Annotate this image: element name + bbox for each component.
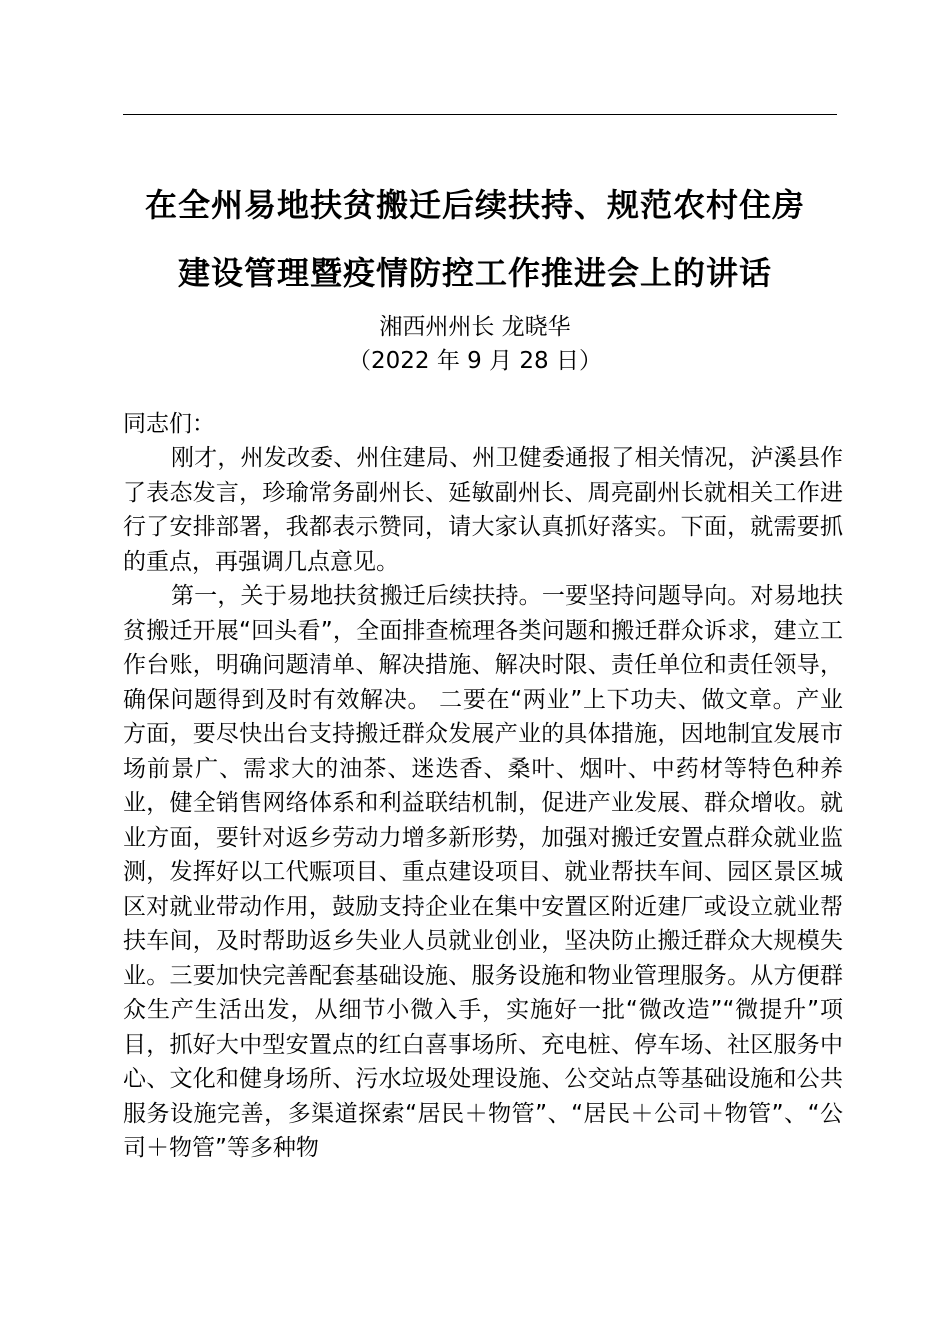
document-title-line-2: 建设管理暨疫情防控工作推进会上的讲话 [177, 254, 772, 292]
header-rule [123, 114, 837, 115]
salutation: 同志们： [123, 411, 215, 437]
speaker-byline: 湘西州州长 龙晓华 [379, 314, 571, 340]
speech-date: （2022 年 9 月 28 日） [348, 348, 602, 374]
body-paragraphs [123, 441, 843, 1166]
paragraph: 第一，关于易地扶贫搬迁后续扶持。一要坚持问题导向。对易地扶贫搬迁开展“回头看”，全面排查梳理各类问题和搬迁群众诉求，建立工作台账，明确问题清单、解决措施、解决时限、责任单位和责任领导，确保问题得到及时有效解决。 二要在“两业”上下功夫、做文章。产业方面，要尽快出台支持搬迁群众发展产业的具体措施，因地制宜发展市场前景广、需求大的油茶、迷迭香、桑叶、烟叶、中药材等特色种养业，健全销售网络体系和利益联结机制，促进产业发展、群众增收。就业方面，要针对返乡劳动力增多新形势，加强对搬迁安置点群众就业监测，发挥好以工代赈项目、重点建设项目、就业帮扶车间、园区景区城区对就业带动作用，鼓励支持企业在集中安置区附近建厂或设立就业帮扶车间，及时帮助返乡失业人员就业创业，坚决防止搬迁群众大规模失业。三要加快完善配套基础设施、服务设施和物业管理服务。从方便群众生产生活出发，从细节小微入手，实施好一批“微改造”“微提升”项目，抓好大中型安置点的红白喜事场所、充电桩、停车场、社区服务中心、文化和健身场所、污水垃圾处理设施、公交站点等基础设施和公共服务设施完善，多渠道探索“居民＋物管”、“居民＋公司＋物管”、“公司＋物管”等多种物 [123, 583, 843, 1161]
paragraph: 刚才，州发改委、州住建局、州卫健委通报了相关情况，泸溪县作了表态发言，珍瑜常务副州长、延敏副州长、周亮副州长就相关工作进行了安排部署，我都表示赞同，请大家认真抓好落实。下面，就需要抓的重点，再强调几点意见。 [123, 445, 843, 575]
document-title-line-1: 在全州易地扶贫搬迁后续扶持、规范农村住房 [144, 186, 805, 224]
